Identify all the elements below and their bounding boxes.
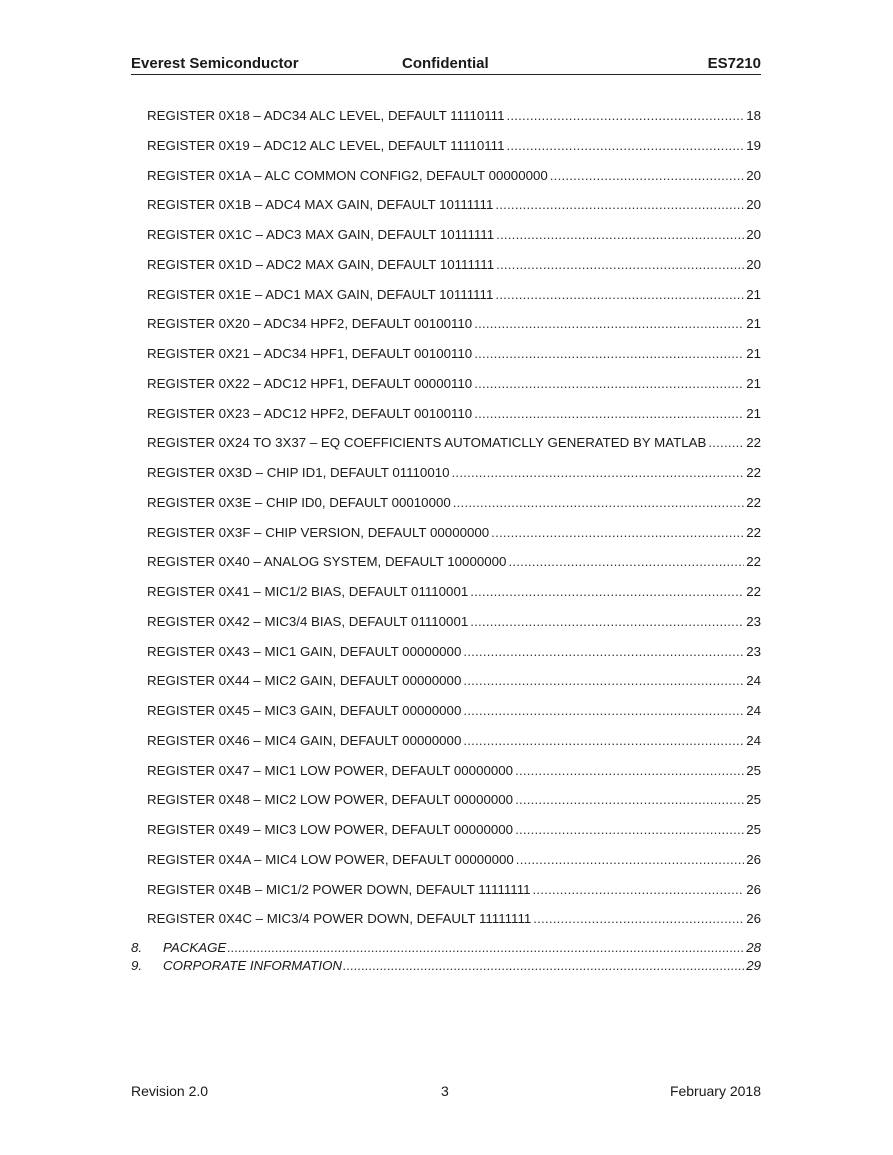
toc-entry-title: REGISTER 0X3F – CHIP VERSION, DEFAULT 00000000 xyxy=(147,524,490,540)
toc-entry-title: REGISTER 0X4C – MIC3/4 POWER DOWN, DEFAULT 11111111 xyxy=(147,911,532,927)
toc-entry-page: 20 xyxy=(746,197,761,213)
toc-entry-page: 21 xyxy=(746,286,761,302)
chapter-entry[interactable] xyxy=(131,957,761,975)
chapter-dot-leader xyxy=(227,939,745,957)
toc-dot-leader xyxy=(496,225,744,245)
toc-dot-leader xyxy=(515,790,744,810)
toc-entry-title: REGISTER 0X1B – ADC4 MAX GAIN, DEFAULT 10111111 xyxy=(147,197,494,213)
toc-entry[interactable] xyxy=(147,880,761,910)
toc-dot-leader xyxy=(474,314,744,334)
toc-entry[interactable] xyxy=(147,106,761,136)
toc-entry-title: REGISTER 0X1E – ADC1 MAX GAIN, DEFAULT 10111111 xyxy=(147,286,494,302)
toc-dot-leader xyxy=(474,404,744,424)
toc-entry-title: REGISTER 0X40 – ANALOG SYSTEM, DEFAULT 10000000 xyxy=(147,554,507,570)
chapter-page: 29 xyxy=(746,957,761,973)
toc-entry[interactable] xyxy=(147,255,761,285)
toc-entry-title: REGISTER 0X3E – CHIP ID0, DEFAULT 00010000 xyxy=(147,494,451,510)
toc-entry[interactable] xyxy=(147,790,761,820)
toc-entry-title: REGISTER 0X47 – MIC1 LOW POWER, DEFAULT 00000000 xyxy=(147,762,514,778)
toc-entry[interactable] xyxy=(147,523,761,553)
toc-entry[interactable] xyxy=(147,909,761,939)
toc-entry[interactable] xyxy=(147,850,761,880)
page-number: 3 xyxy=(441,1083,449,1099)
toc-entry[interactable] xyxy=(147,136,761,166)
chapter-number: 9. xyxy=(131,957,143,973)
toc-dot-leader xyxy=(474,374,744,394)
chapter-list xyxy=(131,939,761,974)
toc-dot-leader xyxy=(463,701,744,721)
toc-dot-leader xyxy=(515,761,744,781)
toc-entry-title: REGISTER 0X24 TO 3X37 – EQ COEFFICIENTS AUTOMATICLLY GENERATED BY MATLAB xyxy=(147,435,707,451)
toc-entry-title: REGISTER 0X1C – ADC3 MAX GAIN, DEFAULT 10111111 xyxy=(147,227,495,242)
toc-entry[interactable] xyxy=(147,761,761,791)
toc-entry-title: REGISTER 0X43 – MIC1 GAIN, DEFAULT 00000000 xyxy=(147,643,462,659)
toc-dot-leader xyxy=(463,731,744,751)
toc-entry[interactable] xyxy=(147,552,761,582)
confidential-label: Confidential xyxy=(402,55,489,72)
toc-entry-page: 18 xyxy=(746,108,761,123)
toc-entry-page: 25 xyxy=(746,792,761,808)
toc-entry-title: REGISTER 0X48 – MIC2 LOW POWER, DEFAULT 00000000 xyxy=(147,792,514,808)
toc-entry-title: REGISTER 0X4B – MIC1/2 POWER DOWN, DEFAULT 11111111 xyxy=(147,881,531,897)
page-footer xyxy=(131,1083,761,1103)
toc-dot-leader xyxy=(533,909,744,929)
toc-entry[interactable] xyxy=(147,731,761,761)
toc-entry-page: 25 xyxy=(746,762,761,778)
toc-entry[interactable] xyxy=(147,404,761,434)
toc-dot-leader xyxy=(474,344,744,364)
chapter-page: 28 xyxy=(746,940,761,955)
toc-entry-page: 19 xyxy=(746,137,761,153)
toc-entry[interactable] xyxy=(147,195,761,225)
toc-entry-title: REGISTER 0X19 – ADC12 ALC LEVEL, DEFAULT 11110111 xyxy=(147,137,505,153)
toc-entry[interactable] xyxy=(147,433,761,463)
toc-entry[interactable] xyxy=(147,642,761,672)
toc-entry-title: REGISTER 0X1D – ADC2 MAX GAIN, DEFAULT 10111111 xyxy=(147,256,495,272)
part-number: ES7210 xyxy=(707,55,761,72)
toc-entry-title: REGISTER 0X44 – MIC2 GAIN, DEFAULT 00000000 xyxy=(147,673,462,689)
toc-entry-page: 22 xyxy=(746,435,761,451)
toc-entry-page: 25 xyxy=(746,822,761,837)
toc-entry-page: 26 xyxy=(746,851,761,867)
toc-entry-page: 20 xyxy=(746,256,761,272)
toc-entry-page: 26 xyxy=(746,911,761,927)
toc-entry-page: 22 xyxy=(746,494,761,510)
toc-entry-page: 23 xyxy=(746,613,761,629)
toc-dot-leader xyxy=(495,285,744,305)
toc-entry[interactable] xyxy=(147,493,761,523)
chapter-title: PACKAGE xyxy=(163,940,227,955)
toc-entry-page: 23 xyxy=(746,643,761,659)
toc-entry-title: REGISTER 0X42 – MIC3/4 BIAS, DEFAULT 01110001 xyxy=(147,613,469,629)
toc-entry-page: 24 xyxy=(746,732,761,748)
toc-entry-title: REGISTER 0X41 – MIC1/2 BIAS, DEFAULT 01110001 xyxy=(147,584,469,599)
toc-entry[interactable] xyxy=(147,820,761,850)
toc-dot-leader xyxy=(470,612,744,632)
toc-entry[interactable] xyxy=(147,463,761,493)
document-date: February 2018 xyxy=(669,1083,761,1099)
chapter-dot-leader xyxy=(343,957,745,975)
chapter-entry[interactable] xyxy=(131,939,761,957)
toc-dot-leader xyxy=(516,850,744,870)
toc-dot-leader xyxy=(550,166,744,186)
toc-entry-page: 26 xyxy=(746,881,761,897)
chapter-number: 8. xyxy=(131,940,143,955)
toc-entry[interactable] xyxy=(147,612,761,642)
table-of-contents xyxy=(147,106,761,939)
toc-entry-title: REGISTER 0X22 – ADC12 HPF1, DEFAULT 00000110 xyxy=(147,375,473,391)
toc-entry-page: 24 xyxy=(746,673,761,689)
toc-entry-page: 22 xyxy=(746,554,761,570)
toc-entry-page: 22 xyxy=(746,524,761,540)
toc-entry-title: REGISTER 0X21 – ADC34 HPF1, DEFAULT 00100110 xyxy=(147,346,473,361)
toc-dot-leader xyxy=(506,106,744,126)
toc-entry-title: REGISTER 0X46 – MIC4 GAIN, DEFAULT 00000000 xyxy=(147,732,462,748)
toc-entry-title: REGISTER 0X1A – ALC COMMON CONFIG2, DEFAULT 00000000 xyxy=(147,167,548,183)
toc-dot-leader xyxy=(506,136,744,156)
toc-entry[interactable] xyxy=(147,344,761,374)
toc-dot-leader xyxy=(452,463,745,483)
chapter-title: CORPORATE INFORMATION xyxy=(163,957,343,973)
toc-entry-title: REGISTER 0X3D – CHIP ID1, DEFAULT 01110010 xyxy=(147,465,450,480)
toc-dot-leader xyxy=(708,433,744,453)
toc-entry-page: 20 xyxy=(746,167,761,183)
toc-entry-page: 24 xyxy=(746,703,761,718)
toc-entry-page: 20 xyxy=(746,227,761,242)
toc-entry[interactable] xyxy=(147,314,761,344)
toc-entry-title: REGISTER 0X20 – ADC34 HPF2, DEFAULT 00100110 xyxy=(147,316,473,332)
toc-entry[interactable] xyxy=(147,374,761,404)
toc-dot-leader xyxy=(453,493,744,513)
toc-dot-leader xyxy=(463,671,744,691)
toc-dot-leader xyxy=(470,582,744,602)
toc-entry[interactable] xyxy=(147,701,761,731)
toc-entry-page: 22 xyxy=(746,465,761,480)
toc-dot-leader xyxy=(495,195,744,215)
toc-entry-page: 21 xyxy=(746,405,761,421)
toc-entry[interactable] xyxy=(147,582,761,612)
toc-entry[interactable] xyxy=(147,225,761,255)
toc-entry-title: REGISTER 0X4A – MIC4 LOW POWER, DEFAULT 00000000 xyxy=(147,851,514,867)
revision-label: Revision 2.0 xyxy=(131,1083,209,1099)
toc-dot-leader xyxy=(508,552,744,572)
toc-entry-page: 21 xyxy=(746,375,761,391)
toc-entry-title: REGISTER 0X49 – MIC3 LOW POWER, DEFAULT 00000000 xyxy=(147,822,514,837)
toc-entry-page: 21 xyxy=(746,346,761,361)
toc-dot-leader xyxy=(491,523,744,543)
toc-dot-leader xyxy=(463,642,744,662)
toc-entry-title: REGISTER 0X18 – ADC34 ALC LEVEL, DEFAULT 11110111 xyxy=(147,108,505,123)
toc-entry-page: 21 xyxy=(746,316,761,332)
toc-dot-leader xyxy=(496,255,744,275)
toc-dot-leader xyxy=(533,880,745,900)
toc-entry[interactable] xyxy=(147,285,761,315)
toc-entry[interactable] xyxy=(147,671,761,701)
toc-entry-page: 22 xyxy=(746,584,761,599)
toc-entry[interactable] xyxy=(147,166,761,196)
page-header xyxy=(131,54,761,75)
company-name: Everest Semiconductor xyxy=(131,55,299,72)
toc-entry-title: REGISTER 0X45 – MIC3 GAIN, DEFAULT 00000000 xyxy=(147,703,462,718)
toc-entry-title: REGISTER 0X23 – ADC12 HPF2, DEFAULT 00100110 xyxy=(147,405,473,421)
toc-dot-leader xyxy=(515,820,744,840)
